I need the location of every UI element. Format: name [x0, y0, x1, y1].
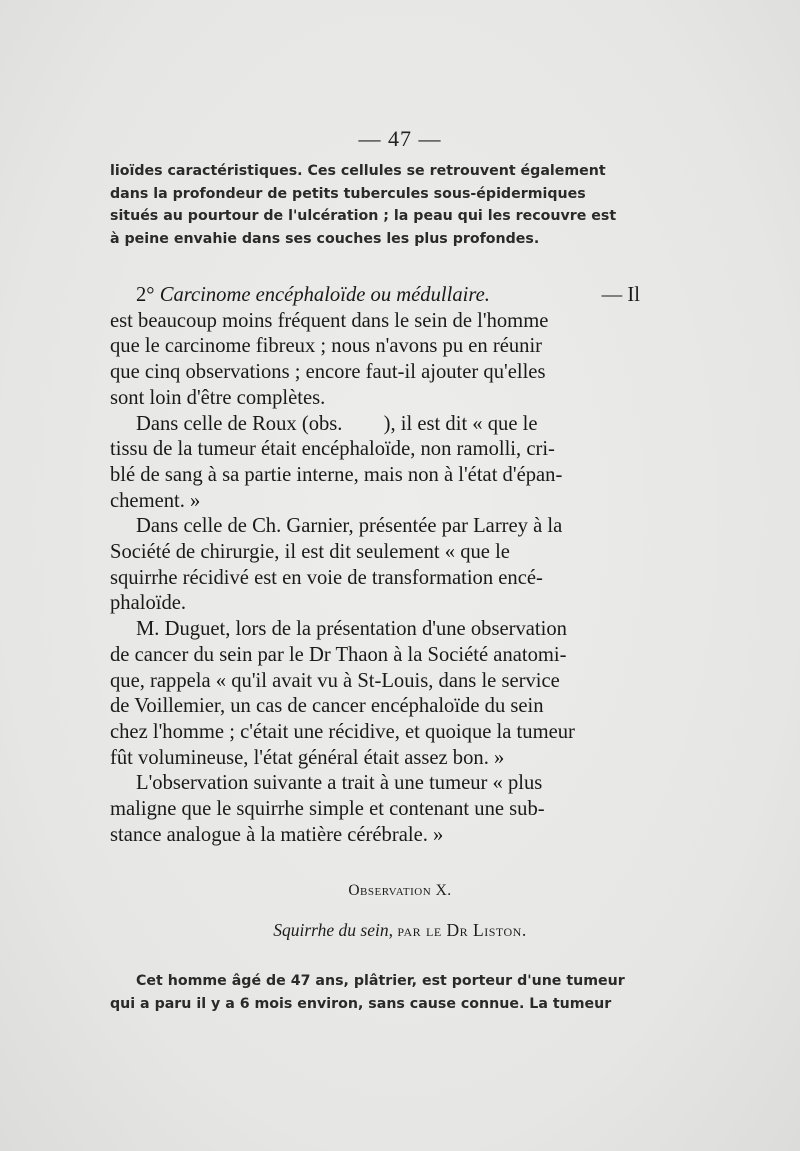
- page-number: — 47 —: [358, 126, 442, 151]
- observation-subtitle-italic: Squirrhe du sein,: [273, 920, 393, 940]
- p4-line-1: M. Duguet, lors de la présentation d'une observation: [136, 618, 567, 641]
- p1-line-5: sont loin d'être complètes.: [110, 386, 326, 409]
- p5-line-2: maligne que le squirrhe simple et contenant une sub-: [110, 798, 545, 821]
- p4-line-6: fût volumineuse, l'état général était assez bon. »: [110, 746, 505, 769]
- top-line-4: à peine envahie dans ses couches les plus profondes.: [110, 230, 540, 247]
- p1-line-3: que le carcinome fibreux ; nous n'avons pu en réunir: [110, 335, 543, 358]
- obs-line-2: qui a paru il y a 6 mois environ, sans cause connue. La tumeur: [110, 995, 612, 1012]
- p3-line-4: phaloïde.: [110, 592, 187, 615]
- p1-line-4: que cinq observations ; encore faut-il ajouter qu'elles: [110, 361, 546, 384]
- observation-text: [110, 970, 640, 1015]
- p4-line-3: que, rappela « qu'il avait vu à St-Louis, dans le service: [110, 669, 560, 692]
- p2-line-4: chement. »: [110, 489, 201, 512]
- p2-line-2: tissu de la tumeur était encéphaloïde, non ramolli, cri-: [110, 438, 555, 461]
- p2-line-3: blé de sang à sa partie interne, mais non à l'état d'épan-: [110, 463, 563, 486]
- top-line-1: lioïdes caractéristiques. Ces cellules se retrouvent également: [110, 163, 606, 179]
- p4-line-4: de Voillemier, un cas de cancer encéphaloïde du sein: [110, 695, 544, 718]
- observation-subtitle: [0, 920, 800, 941]
- top-line-2: dans la profondeur de petits tubercules sous-épidermiques: [110, 185, 586, 202]
- p3-line-2: Société de chirurgie, il est dit seulement « que le: [110, 541, 510, 564]
- p2-line-1: Dans celle de Roux (obs. ), il est dit « que le: [136, 412, 538, 435]
- section-body: [110, 283, 640, 848]
- observation-title: Observation X.: [348, 882, 452, 899]
- p4-line-5: chez l'homme ; c'était une récidive, et quoique la tumeur: [110, 720, 575, 743]
- observation-subtitle-author: par le Dr Liston.: [397, 920, 527, 940]
- p1-line-2: est beaucoup moins fréquent dans le sein de l'homme: [110, 309, 549, 332]
- top-paragraph: [110, 160, 640, 250]
- section-heading-line: [110, 283, 640, 309]
- obs-line-1: Cet homme âgé de 47 ans, plâtrier, est porteur d'une tumeur: [136, 973, 625, 989]
- section-p1-start: — Il: [601, 284, 640, 306]
- section-title: Carcinome encéphaloïde ou médullaire.: [159, 284, 490, 306]
- p5-line-1: L'observation suivante a trait à une tumeur « plus: [136, 772, 543, 795]
- p3-line-1: Dans celle de Ch. Garnier, présentée par Larrey à la: [136, 515, 563, 538]
- section-number: 2°: [136, 284, 155, 306]
- p4-line-2: de cancer du sein par le Dr Thaon à la Société anatomi-: [110, 643, 567, 666]
- top-line-3: situés au pourtour de l'ulcération ; la peau qui les recouvre est: [110, 208, 617, 224]
- p5-line-3: stance analogue à la matière cérébrale. »: [110, 823, 444, 846]
- p3-line-3: squirrhe récidivé est en voie de transformation encé-: [110, 566, 543, 589]
